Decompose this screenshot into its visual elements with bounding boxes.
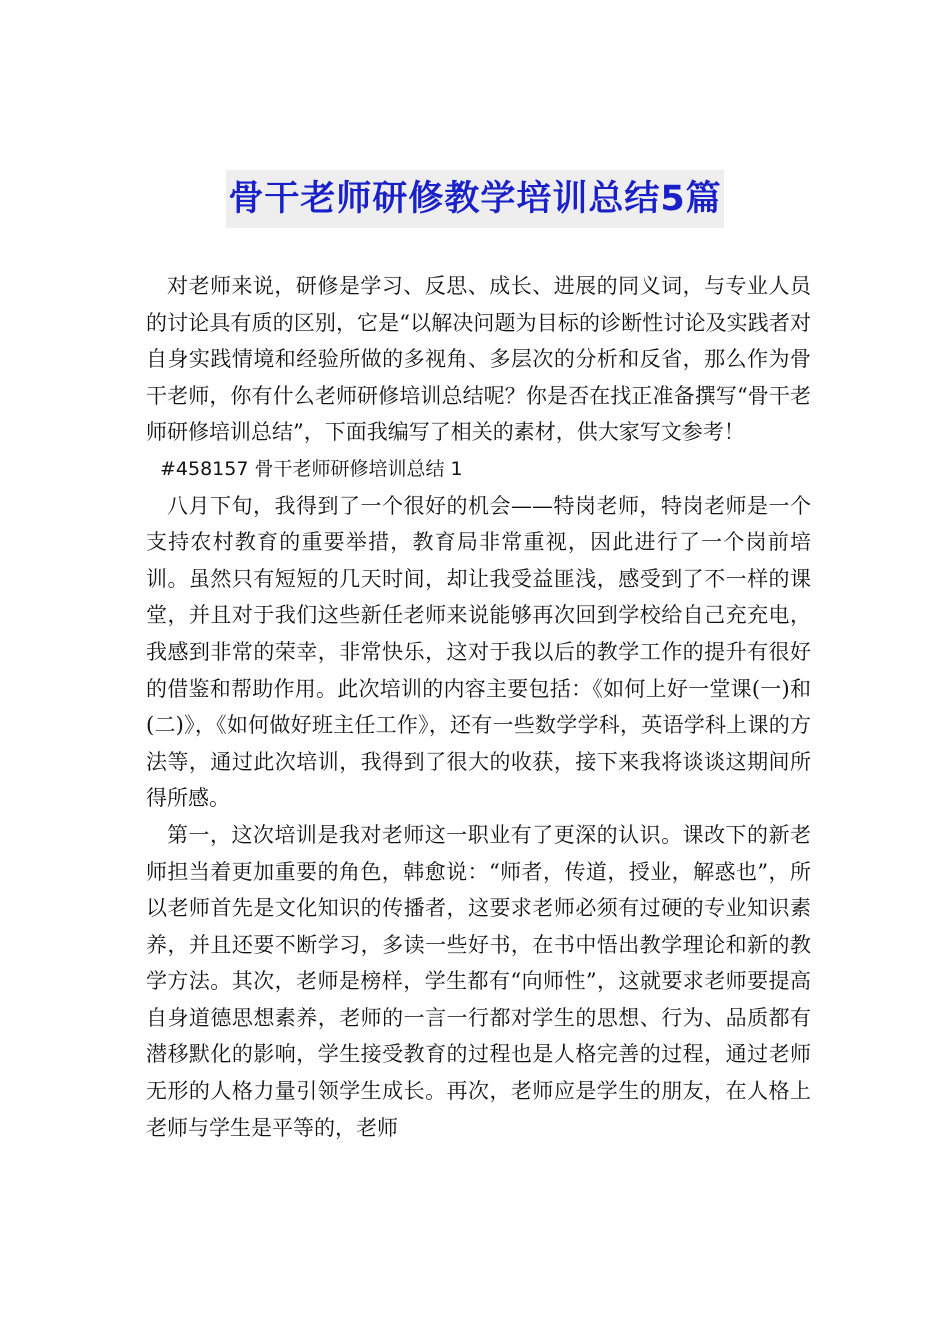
body-paragraph-1: 八月下旬，我得到了一个很好的机会——特岗老师，特岗老师是一个支持农村教育的重要举措，教育局非常重视，因此进行了一个岗前培训。虽然只有短短的几天时间，却让我受益匪浅，感受到了不一样的课堂，并且对于我们这些新任老师来说能够再次回到学校给自己充充电，我感到非常的荣幸，非常快乐，这对于我以后的教学工作的提升有很好的借鉴和帮助作用。此次培训的内容主要包括：《如何上好一堂课(一)和(二)》，《如何做好班主任工作》，还有一些数学学科，英语学科上课的方法等，通过此次培训，我得到了很大的收获，接下来我将谈谈这期间所得所感。 [146,493,811,811]
document-title: 骨干老师研修教学培训总结5篇 [226,170,723,228]
body-paragraph-2: 第一，这次培训是我对老师这一职业有了更深的认识。课改下的新老师担当着更加重要的角色，韩愈说：“师者，传道，授业，解惑也”，所以老师首先是文化知识的传播者，这要求老师必须有过硬的专业知识素养，并且还要不断学习，多读一些好书，在书中悟出教学理论和新的教学方法。其次，老师是榜样，学生都有“向师性”，这就要求老师要提高自身道德思想素养，老师的一言一行都对学生的思想、行为、品质都有潜移默化的影响，学生接受教育的过程也是人格完善的过程，通过老师无形的人格力量引领学生成长。再次，老师应是学生的朋友，在人格上老师与学生是平等的，老师 [146,822,811,1140]
document-body [146,268,811,1146]
section-heading: #458157 骨干老师研修培训总结 1 [160,457,463,480]
intro-paragraph: 对老师来说，研修是学习、反思、成长、进展的同义词，与专业人员的讨论具有质的区别，它是“以解决问题为目标的诊断性讨论及实践者对自身实践情境和经验所做的多视角、多层次的分析和反省，那么作为骨干老师，你有什么老师研修培训总结呢？你是否在找正准备撰写“骨干老师研修培训总结”，下面我编写了相关的素材，供大家写文参考！ [146,274,811,445]
title-container [0,170,950,228]
